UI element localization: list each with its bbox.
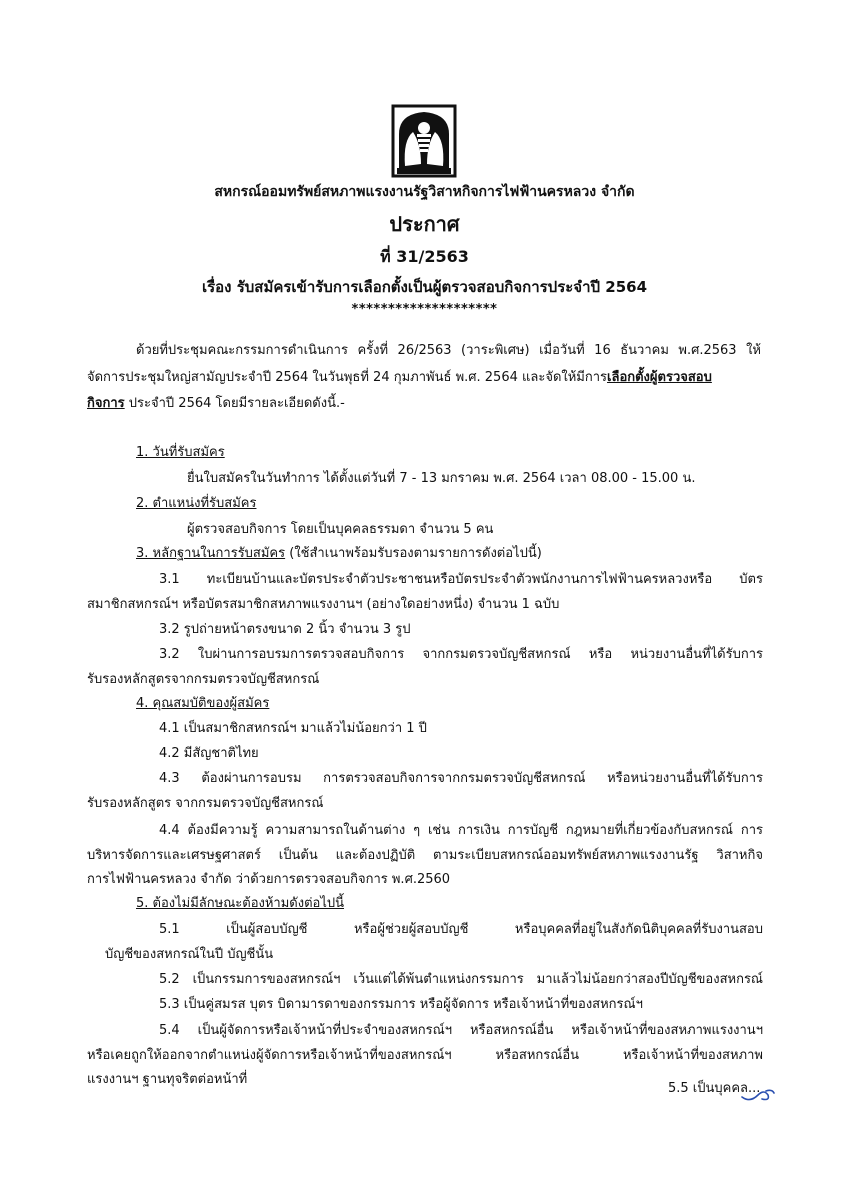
section-4-heading: 4. คุณสมบัติของผู้สมัคร (136, 696, 270, 711)
intro-election-highlight-cont: กิจการ (87, 396, 125, 411)
section-4-2: 4.2 มีสัญชาติไทย (159, 746, 259, 761)
section-3-heading: 3. หลักฐานในการรับสมัคร (136, 546, 286, 561)
section-5-4-line-2: หรือเคยถูกให้ออกจากตำแหน่งผู้จัดการหรือเจ้าหน้าที่ของสหกรณ์ฯ หรือสหกรณ์อื่น หรือเจ้าหน้าที่ของสหภาพ (87, 1048, 763, 1063)
section-3-1-line-2: สมาชิกสหกรณ์ฯ หรือบัตรสมาชิกสหภาพแรงงานฯ (อย่างใดอย่างหนึ่ง) จำนวน 1 ฉบับ (87, 597, 560, 612)
section-3-note: (ใช้สำเนาพร้อมรับรองตามรายการดังต่อไปนี้) (285, 546, 542, 561)
handwritten-initials (738, 1083, 776, 1105)
intro-line-3-text: ประจำปี 2564 โดยมีรายละเอียดดังนี้.- (124, 396, 345, 411)
section-3-heading-line (136, 544, 542, 564)
section-1-heading: 1. วันที่รับสมัคร (136, 445, 225, 460)
section-5-4-line-3: แรงงานฯ ฐานทุจริตต่อหน้าที่ (87, 1072, 248, 1087)
section-4-4-line-1: 4.4 ต้องมีความรู้ ความสามารถในด้านต่าง ๆ เช่น การเงิน การบัญชี กฎหมายที่เกี่ยวข้องกับสหกรณ์ การ (159, 823, 763, 838)
section-5-1-line-2: บัญชีของสหกรณ์ในปี บัญชีนั้น (105, 947, 274, 962)
intro-election-highlight: เลือกตั้งผู้ตรวจสอบ (607, 370, 712, 385)
section-4-3-line-2: รับรองหลักสูตร จากกรมตรวจบัญชีสหกรณ์ (87, 796, 324, 811)
announcement-subject: เรื่อง รับสมัครเข้ารับการเลือกตั้งเป็นผู้ตรวจสอบกิจการประจำปี 2564 (201, 278, 648, 296)
section-3-2: 3.2 รูปถ่ายหน้าตรงขนาด 2 นิ้ว จำนวน 3 รูป (159, 622, 411, 637)
document-type: ประกาศ (389, 212, 460, 236)
section-3-3-line-2: รับรองหลักสูตรจากกรมตรวจบัญชีสหกรณ์ (87, 672, 320, 687)
section-5-4-line-1: 5.4 เป็นผู้จัดการหรือเจ้าหน้าที่ประจำของสหกรณ์ฯ หรือสหกรณ์อื่น หรือเจ้าหน้าที่ของสหภาพแรงงานฯ (159, 1023, 763, 1038)
section-4-3-line-1: 4.3 ต้องผ่านการอบรม การตรวจสอบกิจการจากกรมตรวจบัญชีสหกรณ์ หรือหน่วยงานอื่นที่ได้รับการ (159, 771, 763, 786)
intro-line-2-text: จัดการประชุมใหญ่สามัญประจำปี 2564 ในวันพุธที่ 24 กุมภาพันธ์ พ.ศ. 2564 และจัดให้มีการ (87, 370, 608, 385)
section-5-1-line-1: 5.1 เป็นผู้สอบบัญชี หรือผู้ช่วยผู้สอบบัญชี หรือบุคคลที่อยู่ในสังกัดนิติบุคคลที่รับงานสอบ (159, 922, 763, 937)
announcement-number: ที่ 31/2563 (380, 247, 469, 266)
continued-next-page: 5.5 เป็นบุคคล... (668, 1081, 761, 1096)
section-1-text: ยื่นใบสมัครในวันทำการ ได้ตั้งแต่วันที่ 7 - 13 มกราคม พ.ศ. 2564 เวลา 08.00 - 15.00 น. (187, 471, 696, 486)
section-2-text: ผู้ตรวจสอบกิจการ โดยเป็นบุคคลธรรมดา จำนวน 5 คน (187, 522, 494, 537)
intro-line-3 (87, 394, 345, 414)
separator-stars: ******************** (351, 302, 498, 317)
section-2-heading: 2. ตำแหน่งที่รับสมัคร (136, 496, 257, 511)
section-4-4-line-3: การไฟฟ้านครหลวง จำกัด ว่าด้วยการตรวจสอบกิจการ พ.ศ.2560 (87, 872, 451, 887)
section-5-heading: 5. ต้องไม่มีลักษณะต้องห้ามดังต่อไปนี้ (136, 896, 345, 911)
section-4-4-line-2: บริหารจัดการและเศรษฐศาสตร์ เป็นต้น และต้องปฏิบัติ ตามระเบียบสหกรณ์ออมทรัพย์สหภาพแรงงานรัฐ วิสาหกิจ (87, 848, 763, 863)
intro-line-2 (87, 368, 763, 388)
organization-name: สหกรณ์ออมทรัพย์สหภาพแรงงานรัฐวิสาหกิจการไฟฟ้านครหลวง จำกัด (214, 184, 635, 200)
intro-line-1: ด้วยที่ประชุมคณะกรรมการดำเนินการ ครั้งที่ 26/2563 (วาระพิเศษ) เมื่อวันที่ 16 ธันวาคม พ.ศ.2563 ให้ (136, 343, 761, 358)
section-4-1: 4.1 เป็นสมาชิกสหกรณ์ฯ มาแล้วไม่น้อยกว่า 1 ปี (159, 721, 427, 736)
section-3-1-line-1: 3.1 ทะเบียนบ้านและบัตรประจำตัวประชาชนหรือบัตรประจำตัวพนักงานการไฟฟ้านครหลวงหรือ บัตร (159, 572, 763, 587)
cooperative-logo (391, 104, 457, 178)
section-5-3: 5.3 เป็นคู่สมรส บุตร บิดามารดาของกรรมการ หรือผู้จัดการ หรือเจ้าหน้าที่ของสหกรณ์ฯ (159, 997, 643, 1012)
section-5-2: 5.2 เป็นกรรมการของสหกรณ์ฯ เว้นแต่ได้พ้นตำแหน่งกรรมการ มาแล้วไม่น้อยกว่าสองปีบัญชีของสหกรณ์ (159, 972, 763, 987)
section-3-3-line-1: 3.2 ใบผ่านการอบรมการตรวจสอบกิจการ จากกรมตรวจบัญชีสหกรณ์ หรือ หน่วยงานอื่นที่ได้รับการ (159, 647, 763, 662)
